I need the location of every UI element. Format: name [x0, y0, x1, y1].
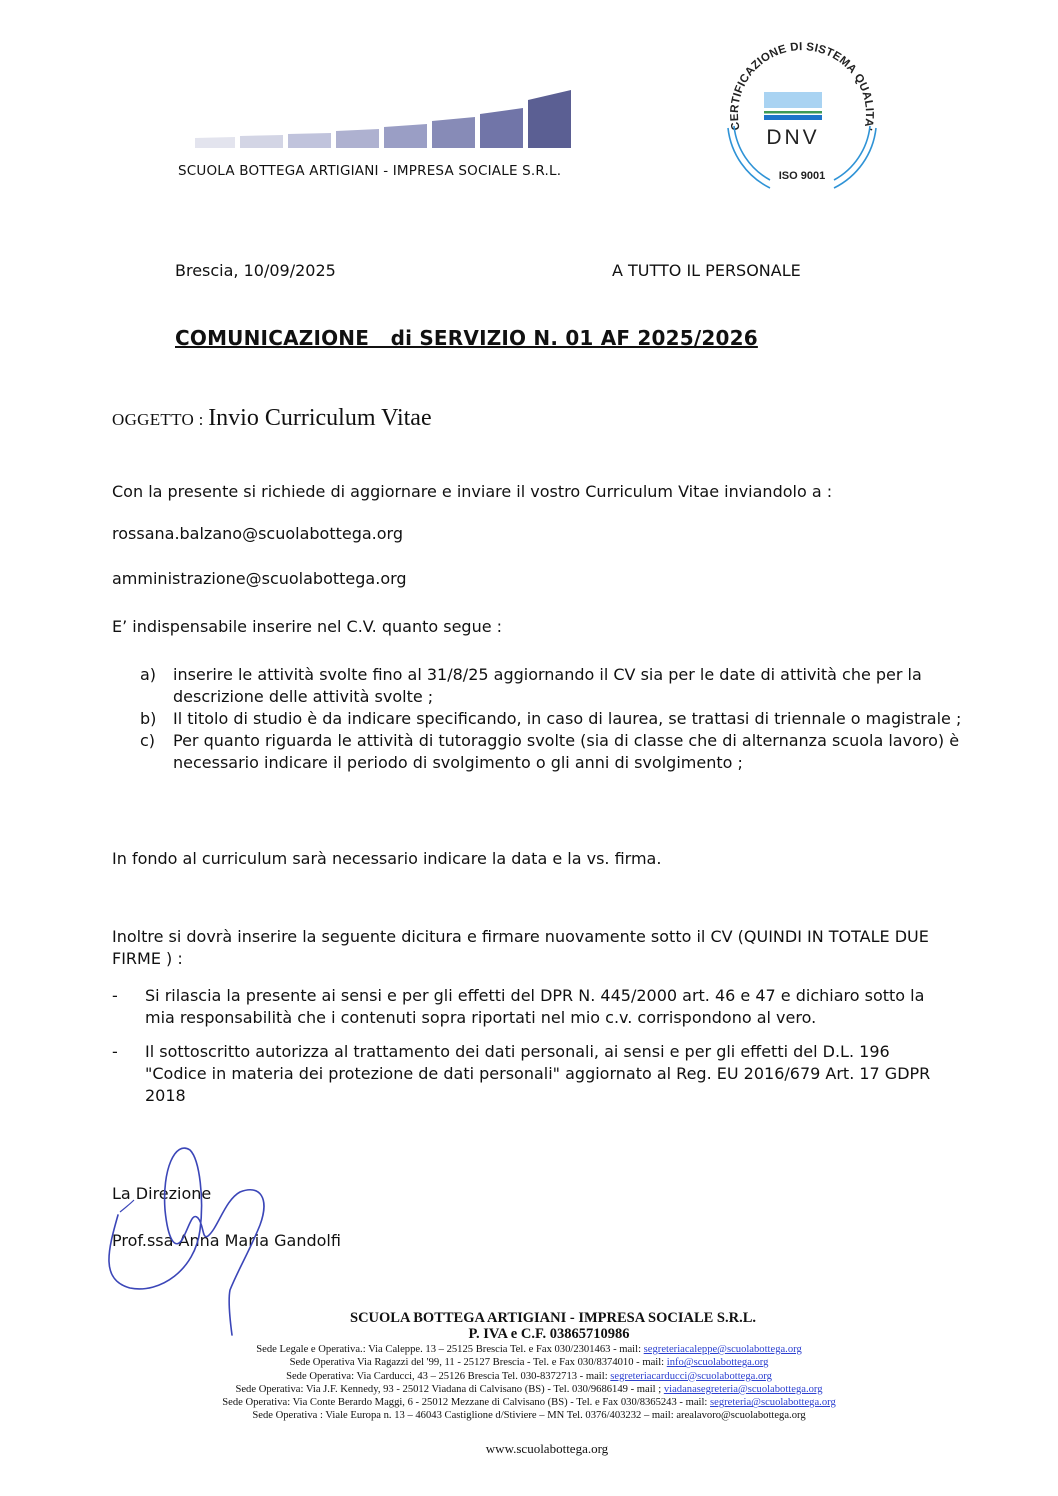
footer-company-name: SCUOLA BOTTEGA ARTIGIANI - IMPRESA SOCIALE S.R.L. [350, 1310, 756, 1326]
footer-vat-number: P. IVA e C.F. 03865710986 [468, 1326, 630, 1342]
office-email-link[interactable]: segreteriacaleppe@scuolabottega.org [643, 1344, 802, 1355]
list-marker: c) [140, 731, 156, 750]
logo-bar [480, 108, 523, 148]
office-address: Sede Operativa: Via Conte Berardo Maggi, 6 - 25012 Mezzane di Calvisano (BS) - Tel. e Fax 030/8365243 - mail: segreteria@scuolabottega.org [222, 1397, 836, 1409]
company-name-header: SCUOLA BOTTEGA ARTIGIANI - IMPRESA SOCIALE S.R.L. [178, 163, 562, 179]
declaration-item [112, 1041, 952, 1107]
footer-note: In fondo al curriculum sarà necessario indicare la data e la vs. firma. [112, 849, 662, 868]
subject-line [112, 405, 432, 432]
recipient: A TUTTO IL PERSONALE [612, 261, 801, 280]
logo-bar [240, 135, 283, 148]
email-address: amministrazione@scuolabottega.org [112, 569, 407, 588]
list-marker: b) [140, 709, 157, 728]
requirement-item [140, 708, 970, 730]
seal-green-band [764, 111, 822, 114]
office-address: Sede Operativa: Via Carducci, 43 – 25126 Brescia Tel. 030-8372713 - mail: segreteriacarducci@scuolabottega.org [286, 1370, 772, 1382]
logo-bar [336, 129, 379, 148]
office-address: Sede Legale e Operativa.: Via Caleppe. 13 – 25125 Brescia Tel. e Fax 030/2301463 - mail: segreteriacaleppe@scuolabottega.org [256, 1344, 802, 1355]
requirement-item [140, 664, 970, 708]
closing: La Direzione [112, 1184, 212, 1203]
requirement-text: Il titolo di studio è da indicare specificando, in caso di laurea, se trattasi di triennale o magistrale ; [173, 709, 962, 728]
email-address: rossana.balzano@scuolabottega.org [112, 524, 403, 543]
seal-standard: ISO 9001 [778, 170, 826, 182]
requirements-list [140, 664, 970, 774]
declaration-item [112, 985, 952, 1029]
declarations-list [112, 985, 952, 1119]
seal-blue-band [764, 115, 822, 120]
office-email-text: arealavoro@scuolabottega.org [676, 1410, 806, 1422]
website-url[interactable]: www.scuolabottega.org [485, 1440, 609, 1456]
office-address: Sede Operativa Via Ragazzi del '99, 11 - 25127 Brescia - Tel. e Fax 030/8374010 - mail: info@scuolabottega.org [289, 1357, 769, 1369]
logo-bar [288, 133, 331, 148]
logo-bar [195, 137, 235, 148]
list-marker: - [112, 1042, 118, 1061]
declaration-text: Si rilascia la presente ai sensi e per gli effetti del DPR N. 445/2000 art. 46 e 47 e dichiaro sotto la mia responsabilità che i contenuti sopra riportati nel mio c.v. corrispondono al vero. [145, 986, 925, 1027]
requirement-text: Per quanto riguarda le attività di tutoraggio svolte (sia di classe che di alternanza scuola lavoro) è necessario indicare il periodo di svolgimento o gli anni di svolgimento ; [173, 731, 960, 772]
logo-bar [432, 117, 475, 148]
letterhead-footer [0, 1310, 1058, 1457]
subject-value: Invio Curriculum Vitae [208, 405, 432, 431]
company-logo-bars-icon [195, 88, 575, 148]
place-and-date: Brescia, 10/09/2025 [175, 261, 336, 280]
office-address: Sede Operativa: Via J.F. Kennedy, 93 - 25012 Viadana di Calvisano (BS) - Tel. 030/9686149 - mail ; viadanasegreteria@scuolabottega.org [235, 1383, 823, 1395]
seal-sky-band [764, 92, 822, 108]
requirements-intro: E’ indispensabile inserire nel C.V. quanto segue : [112, 617, 503, 636]
subject-label: OGGETTO : [112, 410, 209, 429]
office-email-link[interactable]: viadanasegreteria@scuolabottega.org [663, 1383, 823, 1395]
office-email-link[interactable]: info@scuolabottega.org [666, 1357, 769, 1369]
office-email-link[interactable]: segreteriacarducci@scuolabottega.org [610, 1370, 772, 1382]
office-address: Sede Operativa : Viale Europa n. 13 – 46043 Castiglione d/Stiviere – MN Tel. 0376/403232 – mail: arealavoro@scuolabottega.org [252, 1410, 806, 1422]
signer-name: Prof.ssa Anna Maria Gandolfi [112, 1231, 341, 1250]
requirement-item [140, 730, 970, 774]
requirement-text: inserire le attività svolte fino al 31/8/25 aggiornando il CV sia per le date di attività che per la descrizione delle attività svolte ; [173, 665, 922, 706]
dnv-iso-certification-seal-icon [712, 22, 892, 202]
logo-bar [384, 124, 427, 148]
office-email-link[interactable]: segreteria@scuolabottega.org [710, 1397, 836, 1409]
logo-bar [528, 90, 571, 148]
list-marker: - [112, 986, 118, 1005]
declaration-text: Il sottoscritto autorizza al trattamento dei dati personali, ai sensi e per gli effetti del D.L. 196 "Codice in materia dei protezione de dati personali" aggiornato al Reg. EU 2016/679 Art. 17 GDPR 2018 [145, 1042, 931, 1105]
intro-paragraph: Con la presente si richiede di aggiornare e inviare il vostro Curriculum Vitae inviandolo a : [112, 482, 833, 501]
document-title: COMUNICAZIONE di SERVIZIO N. 01 AF 2025/2026 [175, 326, 758, 350]
seal-brand: DNV [766, 126, 820, 149]
list-marker: a) [140, 665, 157, 684]
seal-arc-text: CERTIFICAZIONE DI SISTEMA QUALITA' [728, 41, 876, 132]
additional-instructions: Inoltre si dovrà inserire la seguente dicitura e firmare nuovamente sotto il CV (QUINDI IN TOTALE DUE FIRME ) : [112, 927, 929, 968]
